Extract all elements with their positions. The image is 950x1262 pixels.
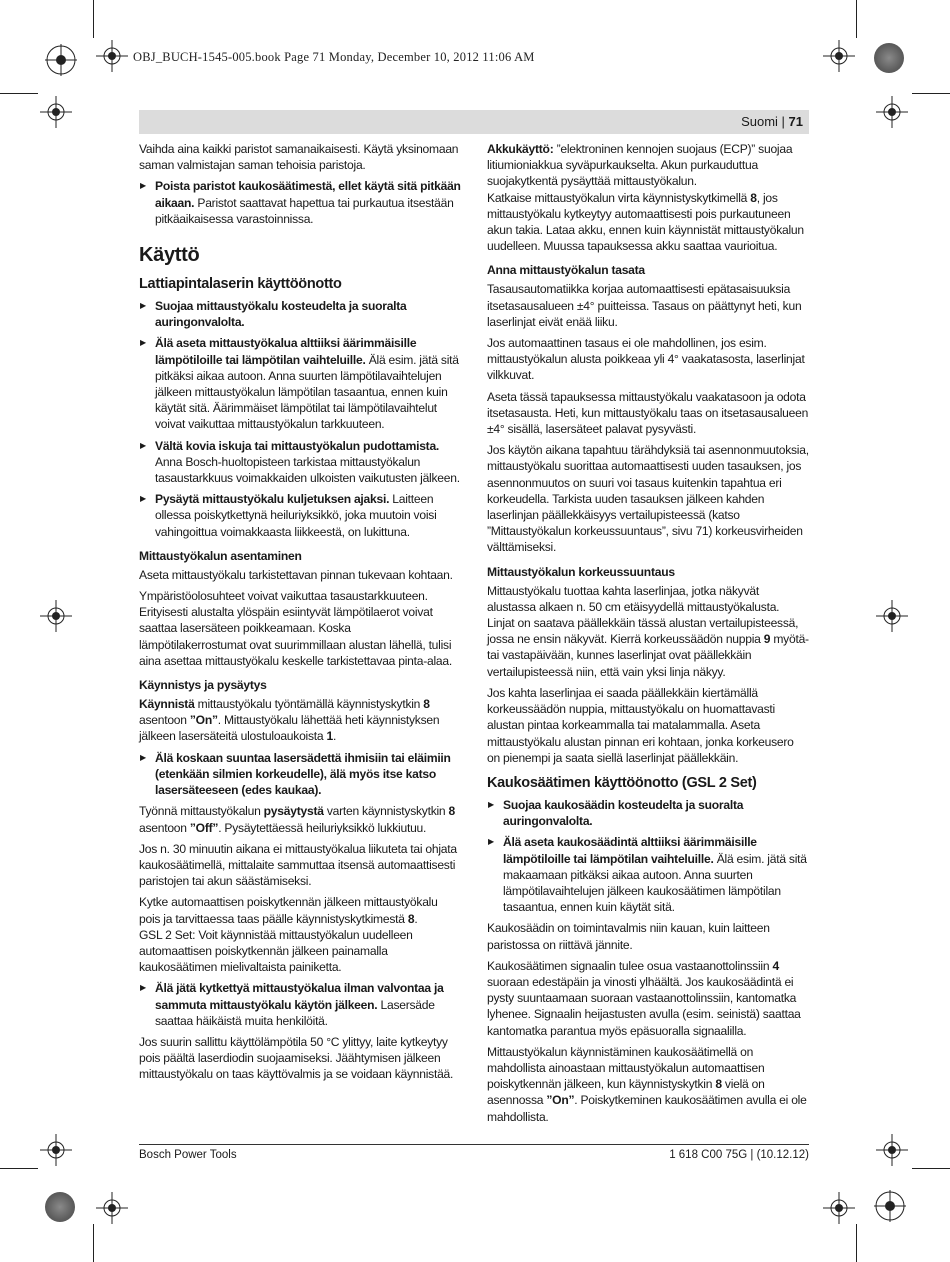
bullet-item: ▶ Älä koskaan suuntaa lasersädettä ihmisiin tai eläimiin (etenkään silmien korkeudelle), älä myös itse katso lasersäteeseen (edes kaukaa). (139, 750, 461, 799)
subsection-heading: Lattiapintalaserin käyttöönotto (139, 276, 342, 293)
crop-mark (856, 0, 857, 38)
bullet-item: ▶ Suojaa mittaustyökalu kosteudelta ja suoralta auringonvalolta. (139, 298, 461, 330)
bullet-item: ▶ Suojaa kaukosäädin kosteudelta ja suoralta auringonvalolta. (487, 797, 809, 829)
section-heading: Käyttö (139, 244, 200, 267)
paragraph: Jos kahta laserlinjaa ei saada päällekkäin kiertämällä korkeussäädön nuppia, mittaustyökalu on huomattavasti alustan pintaa korkeammalla tai matalammalla. Aseta mittaustyökalu alustan pinnan eri kohtaan, jonka korkeusero on pienempi ja saata siellä laserlinjat päällekkäin. (487, 685, 794, 765)
paragraph: Vaihda aina kaikki paristot samanaikaisesti. Käytä yksinomaan saman valmistajan saman tehoisia paristoja. (139, 142, 459, 173)
registration-mark-icon (823, 1192, 855, 1224)
bullet-item: ▶ Poista paristot kaukosäätimestä, ellet käytä sitä pitkään aikaan. Paristot saattavat hapettua tai purkautua itsestään pitkäaikaisessa varastoinnissa. (139, 178, 461, 227)
paragraph: Käynnistä mittaustyökalu työntämällä käynnistyskytkin 8 asentoon ”On”. Mittaustyökalu lähettää heti käynnistyksen jälkeen lasersäteitä ulostuloaukoista 1. (139, 697, 440, 744)
paragraph: Mittaustyökalu tuottaa kahta laserlinjaa, jotka näkyvät alustassa alkaen n. 50 cm etäisyydellä mittaustyökalusta. Linjat on saatava päällekkäin tässä alustan vertailupisteessä, jossa ne ensin näkyvät. Kierrä korkeussäädön nuppia 9 myötä- tai vastapäivään, kunnes laserlinjat ovat päällekkäin vertailupisteessä niin, että vain yksi linja näkyy. (487, 583, 809, 679)
bullet-item: ▶ Pysäytä mittaustyökalu kuljetuksen ajaksi. Laitteen ollessa poiskytkettynä heiluriyksikkö, joka muutoin voisi vahingoittua voimakkaasta liikkeestä, on lukittuna. (139, 491, 461, 540)
paragraph: GSL 2 Set: Voit käynnistää mittaustyökalun uudelleen automaattisen poiskytkennän jälkeen painamalla kaukosäätimen mielivaltaista painiketta. (139, 927, 413, 975)
registration-mark-icon (823, 40, 855, 72)
registration-mark-icon (874, 1190, 906, 1222)
paragraph: Työnnä mittaustyökalun pysäytystä varten käynnistyskytkin 8 asentoon ”Off”. Pysäytettäessä heiluriyksikkö lukkiutuu. (139, 804, 456, 835)
registration-mark-icon (96, 40, 128, 72)
paragraph: Kaukosäätimen signaalin tulee osua vastaanottolinssiin 4 suoraan edestäpäin ja vinosti ylhäältä. Jos kaukosäädintä ei pysty suuntaamaan suoraan vastaanottolinssiin, kantomatka lyhenee. Signaalin heijastusten avulla (esim. seinistä) saattaa kantomatka parantua myös epäsuoralla signaalilla. (487, 958, 801, 1038)
crop-mark (93, 1224, 94, 1262)
color-swatch-dot (874, 43, 904, 73)
book-info-line: OBJ_BUCH-1545-005.book Page 71 Monday, December 10, 2012 11:06 AM (133, 50, 535, 64)
separator: | (777, 114, 789, 129)
registration-mark-icon (876, 600, 908, 632)
crop-mark (856, 1224, 857, 1262)
color-swatch-dot (45, 1192, 75, 1222)
bullet-item: ▶ Älä aseta mittaustyökalua alttiiksi äärimmäisille lämpötiloille tai lämpötilan vaihteluille. Älä esim. jätä sitä pitkäksi aikaa autoon. Anna suurten lämpötilavaihtelujen jälkeen mittaustyökalun lämpötilan tasaantua, ennen kuin käytät sitä. Äärimmäiset lämpötilat tai lämpötilavaihtelut voivat vaikuttaa mittaustyökalun tarkkuuteen. (139, 335, 461, 432)
minor-heading: Anna mittaustyökalun tasata (487, 263, 645, 278)
crop-mark (93, 0, 94, 38)
registration-mark-icon (876, 96, 908, 128)
registration-mark-icon (40, 1134, 72, 1166)
paragraph: Mittaustyökalun käynnistäminen kaukosäätimellä on mahdollista ainoastaan mittaustyökalun automaattisen poiskytkennän jälkeen, kun käynnistyskytkin 8 vielä on asennossa ”On”. Poiskytkeminen kaukosäätimen avulla ei ole mahdollista. (487, 1044, 807, 1124)
paragraph: Aseta mittaustyökalu tarkistettavan pinnan tukevaan kohtaan. (139, 567, 453, 582)
language-label: Suomi (741, 114, 778, 129)
registration-mark-icon (45, 44, 77, 76)
registration-mark-icon (876, 1134, 908, 1166)
left-column (139, 141, 461, 1088)
subsection-heading: Kaukosäätimen käyttöönotto (GSL 2 Set) (487, 774, 757, 791)
minor-heading: Mittaustyökalun korkeussuuntaus (487, 564, 675, 579)
registration-mark-icon (96, 1192, 128, 1224)
paragraph: Kytke automaattisen poiskytkennän jälkeen mittaustyökalu pois ja tarvittaessa taas päälle käynnistyskytkimestä 8. (139, 895, 438, 926)
registration-mark-icon (40, 600, 72, 632)
minor-heading: Käynnistys ja pysäytys (139, 678, 267, 693)
bullet-item: ▶ Älä jätä kytkettyä mittaustyökalua ilman valvontaa ja sammuta mittaustyökalu käytön jälkeen. Lasersäde saattaa häikäistä muita henkilöitä. (139, 980, 461, 1029)
paragraph: Jos suurin sallittu käyttölämpötila 50 °C ylittyy, laite kytkeytyy pois päältä laserdiodin suojaamiseksi. Jäähtymisen jälkeen mittaustyökalu on taas käyttövalmis ja se voidaan käynnistää. (139, 1034, 454, 1082)
paragraph: Katkaise mittaustyökalun virta käynnistyskytkimellä 8, jos mittaustyökalu kytkeytyy automaattisesti pois purkautuneen akun takia. Lataa akku, ennen kuin käynnistät mittaustyökalun uudelleen. Muussa tapauksessa akku saattaa vaurioitua. (487, 190, 804, 254)
footer-publisher: Bosch Power Tools (139, 1149, 237, 1161)
right-column (487, 141, 809, 1130)
page-label (741, 114, 803, 129)
bullet-item: ▶ Älä aseta kaukosäädintä alttiiksi äärimmäisille lämpötiloille tai lämpötilan vaihteluille. Älä esim. jätä sitä makaamaan pitkäksi aikaa autoon. Anna suurten lämpötilavaihtelujen jälkeen kaukosäätimen lämpötilan tasaantua, ennen kuin käytät sitä. (487, 834, 809, 915)
paragraph: Akkukäyttö: ”elektroninen kennojen suojaus (ECP)” suojaa litiumioniakkua syväpurkaukselta. Akun purkauduttua suojakytkentä pysäyttää mittaustyökalun. (487, 142, 793, 189)
crop-mark (0, 1168, 38, 1169)
crop-mark (0, 93, 38, 94)
page-header (139, 110, 809, 134)
paragraph: Kaukosäädin on toimintavalmis niin kauan, kuin laitteen paristossa on riittävä jännite. (487, 921, 770, 952)
paragraph: Tasausautomatiikka korjaa automaattisesti epätasaisuuksia itsetasausalueen ±4° puitteissa. Tasaus on päättynyt heti, kun laserlinjat eivät enää liiku. (487, 282, 802, 329)
registration-mark-icon (40, 96, 72, 128)
minor-heading: Mittaustyökalun asentaminen (139, 548, 302, 563)
paragraph: Jos automaattinen tasaus ei ole mahdollinen, jos esim. mittaustyökalun alusta poikkeaa yli 4° vaakatasosta, laserlinjat vilkkuvat. (487, 336, 805, 383)
footer-doc-code: 1 618 C00 75G | (10.12.12) (669, 1149, 809, 1161)
paragraph: Ympäristöolosuhteet voivat vaikuttaa tasaustarkkuuteen. Erityisesti alustalta ylöspäin esiintyvät lämpötilaerot voivat saattaa lasersäteen poikkeamaan. Koska lämpötilakerrostumat ovat suurimmillaan alustan lähellä, tulisi aina asettaa mittaustyökalu keskelle tarkistettavaa pinta-alaa. (139, 589, 452, 668)
footer-rule (139, 1144, 809, 1145)
paragraph: Jos n. 30 minuutin aikana ei mittaustyökalua liikuteta tai ohjata kaukosäätimellä, mittalaite sammuttaa itsensä automaattisesti paristojen tai akun säästämiseksi. (139, 841, 457, 889)
bullet-item: ▶ Vältä kovia iskuja tai mittaustyökalun pudottamista. Anna Bosch-huoltopisteen tarkistaa mittaustyökalun tasaustarkkuus voimakkaiden ulkoisten vaikutusten jälkeen. (139, 438, 461, 487)
page-number: 71 (788, 114, 803, 129)
crop-mark (912, 1168, 950, 1169)
paragraph: Aseta tässä tapauksessa mittaustyökalu vaakatasoon ja odota itsetasausta. Heti, kun mittaustyökalu taas on itsetasausalueen ±4° sisällä, lasersäteet palavat pysyvästi. (487, 389, 809, 437)
crop-mark (912, 93, 950, 94)
paragraph: Jos käytön aikana tapahtuu tärähdyksiä tai asennonmuutoksia, mittaustyökalu suorittaa automaattisesti uuden tasauksen, jos asennonmuutos on suuri voi tasaus kuitenkin tapahtua eri korkeudella. Tarkista uuden tasauksen jälkeen kahden laserlinjan päällekkäisyys vertailupisteessä (katso ”Mittaustyökalun korkeussuuntaus”, sivu 71) korkeusvirheiden välttämiseksi. (487, 443, 809, 555)
